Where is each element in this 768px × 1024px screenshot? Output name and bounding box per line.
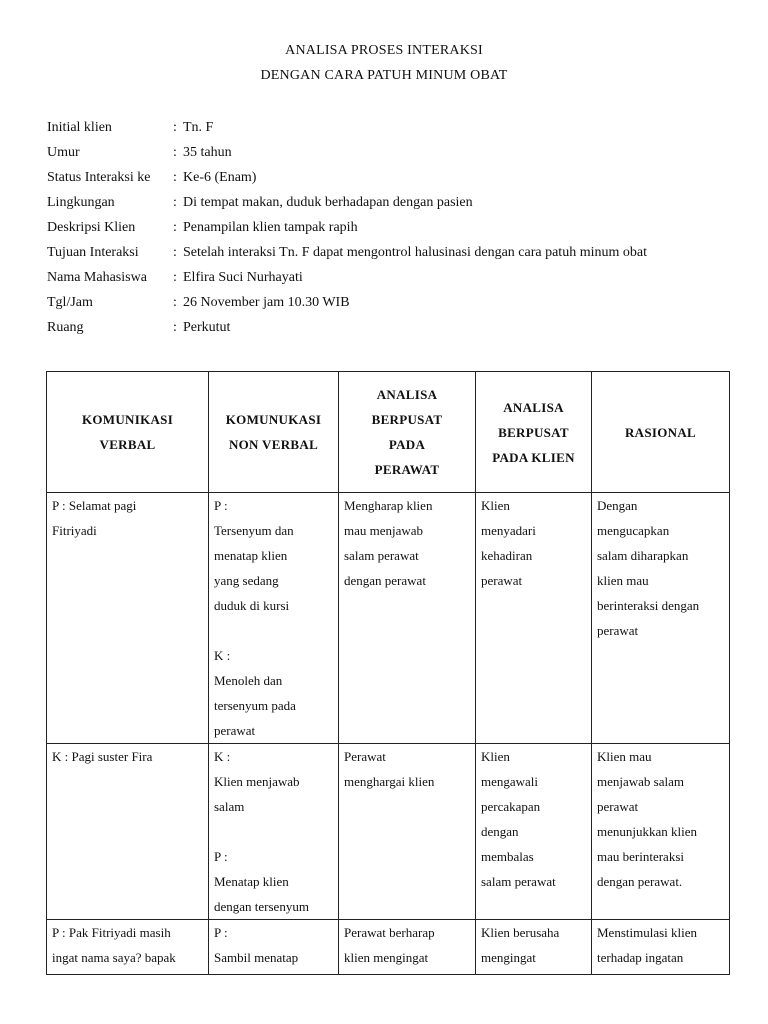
cell-text: menatap klien bbox=[214, 548, 288, 563]
column-header-text: RASIONAL bbox=[624, 424, 697, 440]
cell-text: dengan tersenyum bbox=[214, 899, 309, 914]
info-value: 35 tahun bbox=[183, 145, 232, 160]
cell-text: P : bbox=[214, 849, 228, 864]
cell-text: salam diharapkan bbox=[597, 548, 689, 563]
column-header bbox=[476, 372, 592, 493]
column-header-text: PADA bbox=[388, 437, 426, 452]
info-label: Initial klien bbox=[47, 120, 112, 135]
cell-text: mau menjawab bbox=[344, 523, 424, 538]
cell-text: Klien mau bbox=[597, 749, 652, 764]
cell-gap bbox=[214, 618, 333, 643]
table-cell bbox=[339, 744, 476, 920]
cell-text: percakapan bbox=[481, 799, 541, 814]
info-colon: : bbox=[173, 195, 177, 210]
cell-text: membalas bbox=[481, 849, 534, 864]
info-label: Lingkungan bbox=[47, 195, 115, 210]
info-value: Tn. F bbox=[183, 120, 214, 135]
cell-text: kehadiran bbox=[481, 548, 533, 563]
table-cell bbox=[47, 744, 209, 920]
client-info-block bbox=[47, 118, 647, 343]
info-value: Perkutut bbox=[183, 320, 231, 335]
table-cell bbox=[339, 493, 476, 744]
cell-text: Mengharap klien bbox=[344, 498, 433, 513]
cell-text: perawat bbox=[597, 623, 639, 638]
table-row bbox=[47, 744, 730, 920]
info-row bbox=[47, 143, 647, 168]
cell-text: menghargai klien bbox=[344, 774, 435, 789]
cell-text: Tersenyum dan bbox=[214, 523, 294, 538]
table-row bbox=[47, 920, 730, 975]
column-header-text: PERAWAT bbox=[374, 462, 440, 477]
table-body bbox=[47, 493, 730, 975]
cell-text: P : bbox=[214, 925, 228, 940]
cell-text: Klien berusaha bbox=[481, 925, 560, 940]
column-header-text: KOMUNUKASI bbox=[225, 412, 322, 427]
cell-text: menyadari bbox=[481, 523, 536, 538]
cell-text: berinteraksi dengan bbox=[597, 598, 700, 613]
table-cell bbox=[476, 493, 592, 744]
info-label: Umur bbox=[47, 145, 80, 160]
cell-text: salam perawat bbox=[481, 874, 556, 889]
table-cell bbox=[209, 744, 339, 920]
interaction-analysis-table bbox=[46, 371, 730, 975]
document-title-line-1: ANALISA PROSES INTERAKSI bbox=[285, 43, 483, 58]
cell-gap bbox=[214, 819, 333, 844]
column-header-text: KOMUNIKASI bbox=[81, 412, 174, 427]
cell-text: salam perawat bbox=[344, 548, 419, 563]
cell-text: ingat nama saya? bapak bbox=[52, 950, 176, 965]
column-header bbox=[592, 372, 730, 493]
cell-text: mengawali bbox=[481, 774, 539, 789]
info-value: Di tempat makan, duduk berhadapan dengan pasien bbox=[183, 195, 473, 210]
cell-text: mau berinteraksi bbox=[597, 849, 684, 864]
cell-text: Klien bbox=[481, 749, 510, 764]
cell-text: klien mau bbox=[597, 573, 649, 588]
cell-text: Klien bbox=[481, 498, 510, 513]
table-header-row bbox=[47, 372, 730, 493]
table-cell bbox=[592, 493, 730, 744]
table-cell bbox=[592, 744, 730, 920]
cell-text: dengan bbox=[481, 824, 519, 839]
cell-text: mengingat bbox=[481, 950, 536, 965]
column-header-text: ANALISA bbox=[503, 399, 564, 415]
cell-text: Dengan bbox=[597, 498, 638, 513]
info-label: Nama Mahasiswa bbox=[47, 270, 147, 285]
cell-text: Menatap klien bbox=[214, 874, 289, 889]
info-label: Status Interaksi ke bbox=[47, 170, 151, 185]
table-cell bbox=[476, 920, 592, 975]
info-row bbox=[47, 193, 647, 218]
cell-text: mengucapkan bbox=[597, 523, 670, 538]
cell-text: perawat bbox=[214, 723, 256, 738]
cell-text: duduk di kursi bbox=[214, 598, 290, 613]
cell-text: terhadap ingatan bbox=[597, 950, 684, 965]
info-row bbox=[47, 118, 647, 143]
table-cell bbox=[592, 920, 730, 975]
cell-text: tersenyum pada bbox=[214, 698, 296, 713]
cell-text: klien mengingat bbox=[344, 950, 429, 965]
table-cell bbox=[476, 744, 592, 920]
table-cell bbox=[47, 493, 209, 744]
info-value: Elfira Suci Nurhayati bbox=[183, 270, 303, 285]
column-header-text: BERPUSAT bbox=[371, 412, 443, 427]
cell-text: menunjukkan klien bbox=[597, 824, 698, 839]
column-header-text: NON VERBAL bbox=[228, 437, 319, 452]
column-header bbox=[339, 372, 476, 493]
cell-text: Fitriyadi bbox=[52, 523, 97, 538]
info-colon: : bbox=[173, 295, 177, 310]
cell-text: P : bbox=[214, 498, 228, 513]
column-header-text: VERBAL bbox=[99, 437, 156, 452]
table-cell bbox=[339, 920, 476, 975]
info-colon: : bbox=[173, 220, 177, 235]
column-header-text: BERPUSAT bbox=[498, 424, 569, 440]
cell-text: K : bbox=[214, 648, 231, 663]
info-value: Penampilan klien tampak rapih bbox=[183, 220, 358, 235]
info-row bbox=[47, 318, 647, 343]
cell-text: K : bbox=[214, 749, 231, 764]
cell-text: K : Pagi suster Fira bbox=[52, 749, 153, 764]
cell-text: dengan perawat bbox=[344, 573, 426, 588]
info-colon: : bbox=[173, 170, 177, 185]
info-value: 26 November jam 10.30 WIB bbox=[183, 295, 350, 310]
cell-text: Menoleh dan bbox=[214, 673, 283, 688]
cell-text: Perawat bbox=[344, 749, 386, 764]
table-row bbox=[47, 493, 730, 744]
info-row bbox=[47, 218, 647, 243]
table-cell bbox=[209, 493, 339, 744]
info-colon: : bbox=[173, 320, 177, 335]
cell-text: yang sedang bbox=[214, 573, 279, 588]
cell-text: dengan perawat. bbox=[597, 874, 683, 889]
info-colon: : bbox=[173, 145, 177, 160]
cell-text: Menstimulasi klien bbox=[597, 925, 698, 940]
table-cell bbox=[209, 920, 339, 975]
cell-text: Klien menjawab bbox=[214, 774, 300, 789]
info-row bbox=[47, 243, 647, 268]
cell-text: Sambil menatap bbox=[214, 950, 299, 965]
table-cell bbox=[47, 920, 209, 975]
info-label: Ruang bbox=[47, 320, 84, 335]
info-value: Ke-6 (Enam) bbox=[183, 170, 257, 185]
info-value: Setelah interaksi Tn. F dapat mengontrol halusinasi dengan cara patuh minum obat bbox=[183, 245, 647, 260]
column-header-text: ANALISA bbox=[376, 387, 438, 402]
document-title-line-2: DENGAN CARA PATUH MINUM OBAT bbox=[260, 68, 508, 83]
info-row bbox=[47, 168, 647, 193]
cell-text: P : Selamat pagi bbox=[52, 498, 137, 513]
cell-text: perawat bbox=[597, 799, 639, 814]
column-header bbox=[47, 372, 209, 493]
cell-text: P : Pak Fitriyadi masih bbox=[52, 925, 171, 940]
info-colon: : bbox=[173, 245, 177, 260]
info-colon: : bbox=[173, 270, 177, 285]
info-row bbox=[47, 268, 647, 293]
cell-text: perawat bbox=[481, 573, 523, 588]
info-row bbox=[47, 293, 647, 318]
info-colon: : bbox=[173, 120, 177, 135]
cell-text: menjawab salam bbox=[597, 774, 684, 789]
info-label: Deskripsi Klien bbox=[47, 220, 136, 235]
cell-text: Perawat berharap bbox=[344, 925, 435, 940]
info-label: Tgl/Jam bbox=[47, 295, 93, 310]
info-label: Tujuan Interaksi bbox=[47, 245, 139, 260]
column-header bbox=[209, 372, 339, 493]
column-header-text: PADA KLIEN bbox=[492, 449, 575, 465]
cell-text: salam bbox=[214, 799, 245, 814]
